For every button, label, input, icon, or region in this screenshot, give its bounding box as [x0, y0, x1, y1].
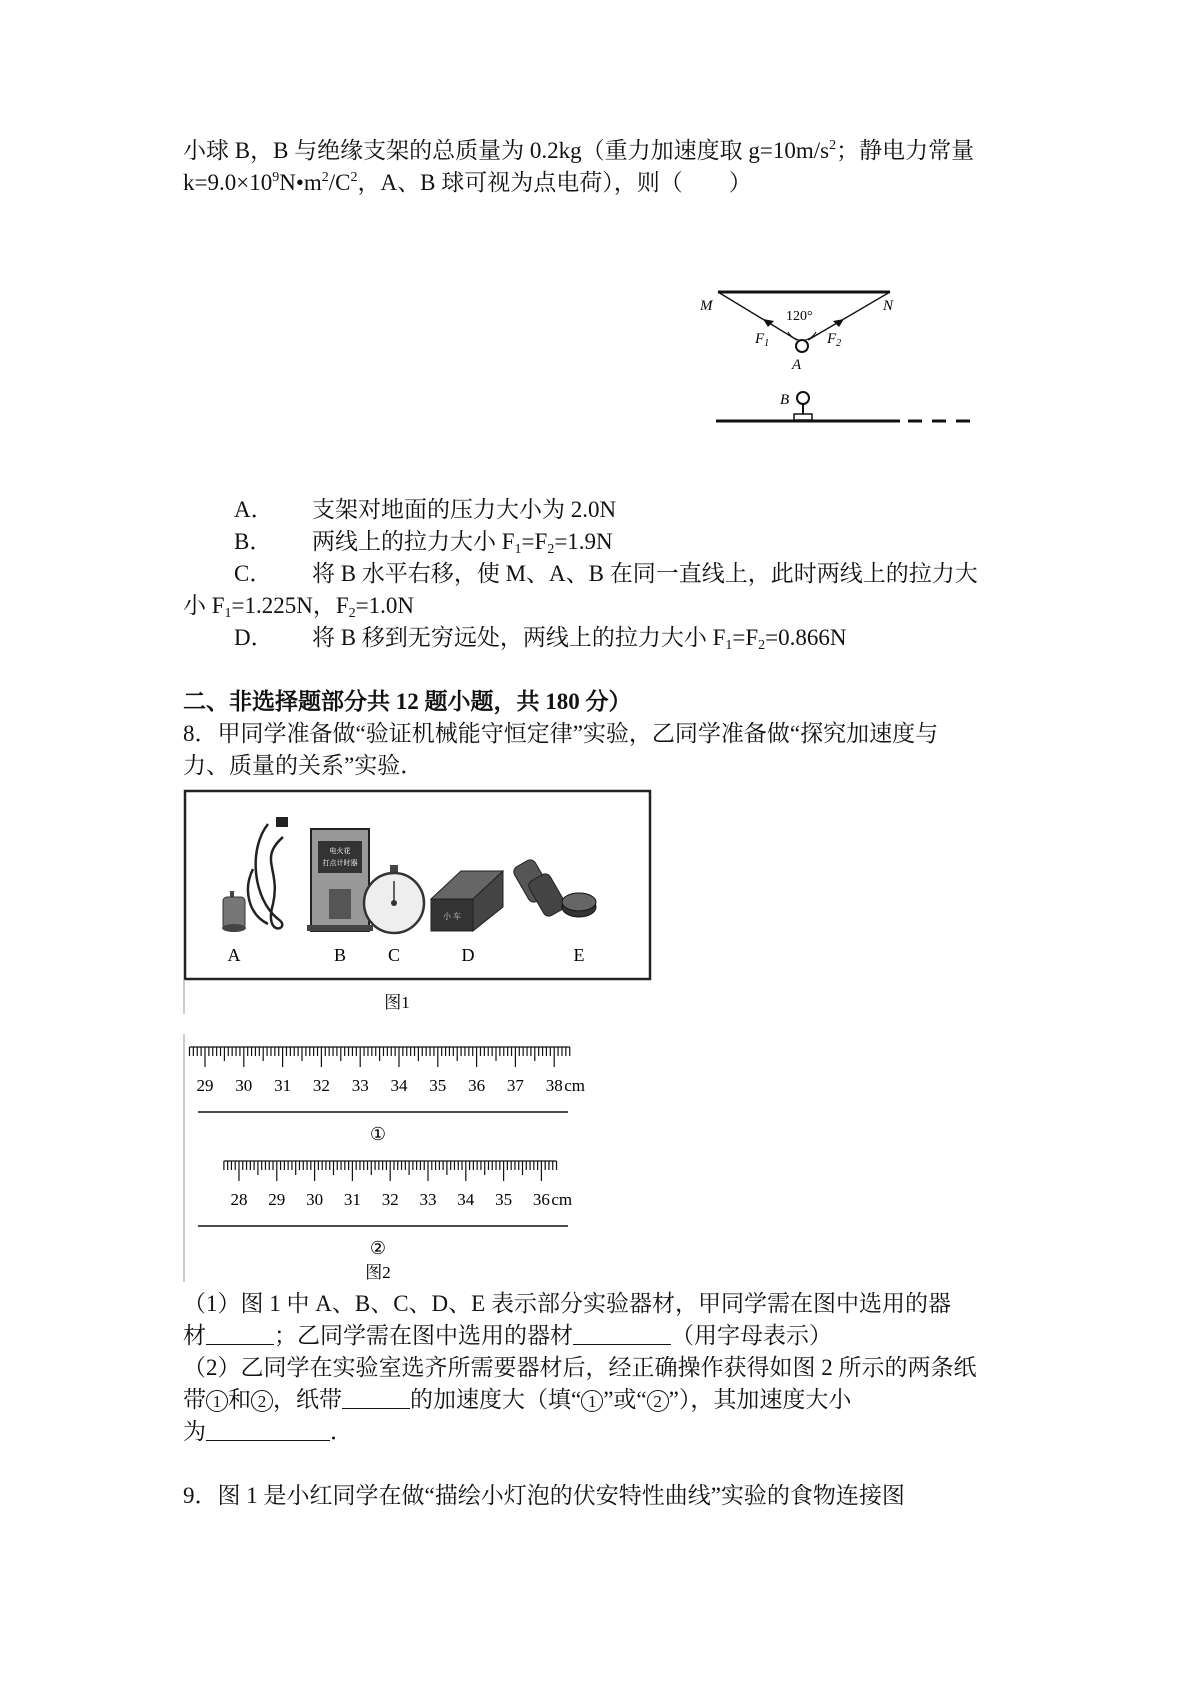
ruler-1-ticks: [189, 1047, 569, 1067]
ruler-2-unit: cm: [551, 1190, 573, 1209]
q8-line-2: 力、质量的关系”实验．: [183, 753, 424, 778]
fig1-label-c: C: [387, 945, 401, 965]
label-m: M: [700, 298, 713, 314]
svg-text:小 车: 小 车: [443, 912, 461, 921]
circled-2b: 2: [647, 1390, 669, 1412]
svg-text:打点计时器: 打点计时器: [322, 859, 358, 867]
ruler-1-unit: cm: [564, 1076, 585, 1095]
ruler-2-label: 31: [343, 1190, 361, 1209]
label-b: B: [780, 392, 790, 408]
fig1-label-e: E: [573, 945, 585, 965]
ruler-2-label: 36: [532, 1190, 550, 1209]
ruler-2-label: 32: [381, 1190, 399, 1209]
ruler-2-label: 33: [419, 1190, 437, 1209]
svg-text:电火花: 电火花: [329, 847, 351, 855]
circled-2: 2: [251, 1390, 273, 1412]
q8-sub1-line-1: （1）图 1 中 A、B、C、D、E 表示部分实验器材，甲同学需在图中选用的器: [183, 1291, 951, 1316]
ruler-2-mark: ②: [369, 1238, 387, 1258]
ruler-2-label: 34: [457, 1190, 475, 1209]
label-f2: $F_2$: [827, 331, 842, 349]
ruler-1-label: 34: [390, 1076, 408, 1095]
q8-figure-2: [183, 1034, 613, 1284]
label-f1: $F_1$: [755, 331, 770, 349]
ruler-1-label: 38: [545, 1076, 563, 1095]
ruler-2-label: 29: [268, 1190, 286, 1209]
ruler-1-label: 33: [351, 1076, 369, 1095]
answer-blank-3[interactable]: [342, 1386, 410, 1409]
ruler-2-labels: [231, 1190, 573, 1209]
fig2-caption: 图2: [365, 1263, 391, 1282]
fig1-caption: 图1: [384, 993, 410, 1012]
answer-blank-4[interactable]: [206, 1418, 330, 1441]
ruler-2-label: 28: [230, 1190, 248, 1209]
q7-figure: [700, 280, 980, 450]
ruler-2-ticks: [224, 1161, 557, 1181]
ruler-1-label: 32: [312, 1076, 330, 1095]
label-n: N: [883, 298, 894, 314]
ruler-1-label: 37: [506, 1076, 524, 1095]
label-a: A: [792, 357, 802, 373]
ruler-2-label: 30: [306, 1190, 324, 1209]
section-heading: 二、非选择题部分共 12 题小题，共 180 分）: [183, 689, 632, 714]
ruler-1-label: 29: [196, 1076, 214, 1095]
fig1-label-a: A: [227, 945, 241, 965]
ruler-1-label: 35: [429, 1076, 447, 1095]
fig1-label-d: D: [461, 945, 475, 965]
label-angle: 120°: [786, 309, 813, 324]
q8-sub2-line-3: 为 ．: [183, 1419, 353, 1444]
ruler-1-label: 30: [235, 1076, 253, 1095]
equipment-a-weight: [222, 891, 246, 932]
q7-line-1: 小球 B，B 与绝缘支架的总质量为 0.2kg（重力加速度取 $g=10m/s^2$；静电力常量: [183, 138, 975, 163]
circled-1b: 1: [581, 1390, 603, 1412]
ruler-2-label: 35: [495, 1190, 513, 1209]
q8-line-1: 8．甲同学准备做“验证机械能守恒定律”实验，乙同学准备做“探究加速度与: [183, 721, 939, 746]
ruler-1-mark: ①: [369, 1124, 387, 1144]
circled-1: 1: [206, 1390, 228, 1412]
answer-blank-2[interactable]: [573, 1322, 671, 1345]
q8-figure-1: [183, 789, 653, 1014]
q8-sub2-line-1: （2）乙同学在实验室选齐所需要器材后，经正确操作获得如图 2 所示的两条纸: [183, 1355, 977, 1380]
ruler-1-label: 36: [468, 1076, 486, 1095]
q7-line-2: $k=9.0\times 10^9N•m^2/C^2$，A、B 球可视为点电荷），则（ ）: [183, 170, 752, 195]
answer-blank-1[interactable]: [206, 1322, 274, 1345]
q8-sub2-line-2: 带 1 和 2 ，纸带 的加速度大（填“ 1 ”或“ 2 ”），其加速度大小: [183, 1387, 852, 1412]
ruler-1-labels: [197, 1076, 585, 1095]
q9-line-1: 9．图 1 是小红同学在做“描绘小灯泡的伏安特性曲线”实验的食物连接图: [183, 1483, 905, 1508]
q8-sub1-line-2: 材 ；乙同学需在图中选用的器材 （用字母表示）: [183, 1323, 832, 1348]
fig1-label-b: B: [333, 945, 347, 965]
q7-option-c-cont: 小 $F_1=1.225N$，$F_2=1.0N$: [183, 593, 415, 621]
ruler-1-label: 31: [274, 1076, 292, 1095]
